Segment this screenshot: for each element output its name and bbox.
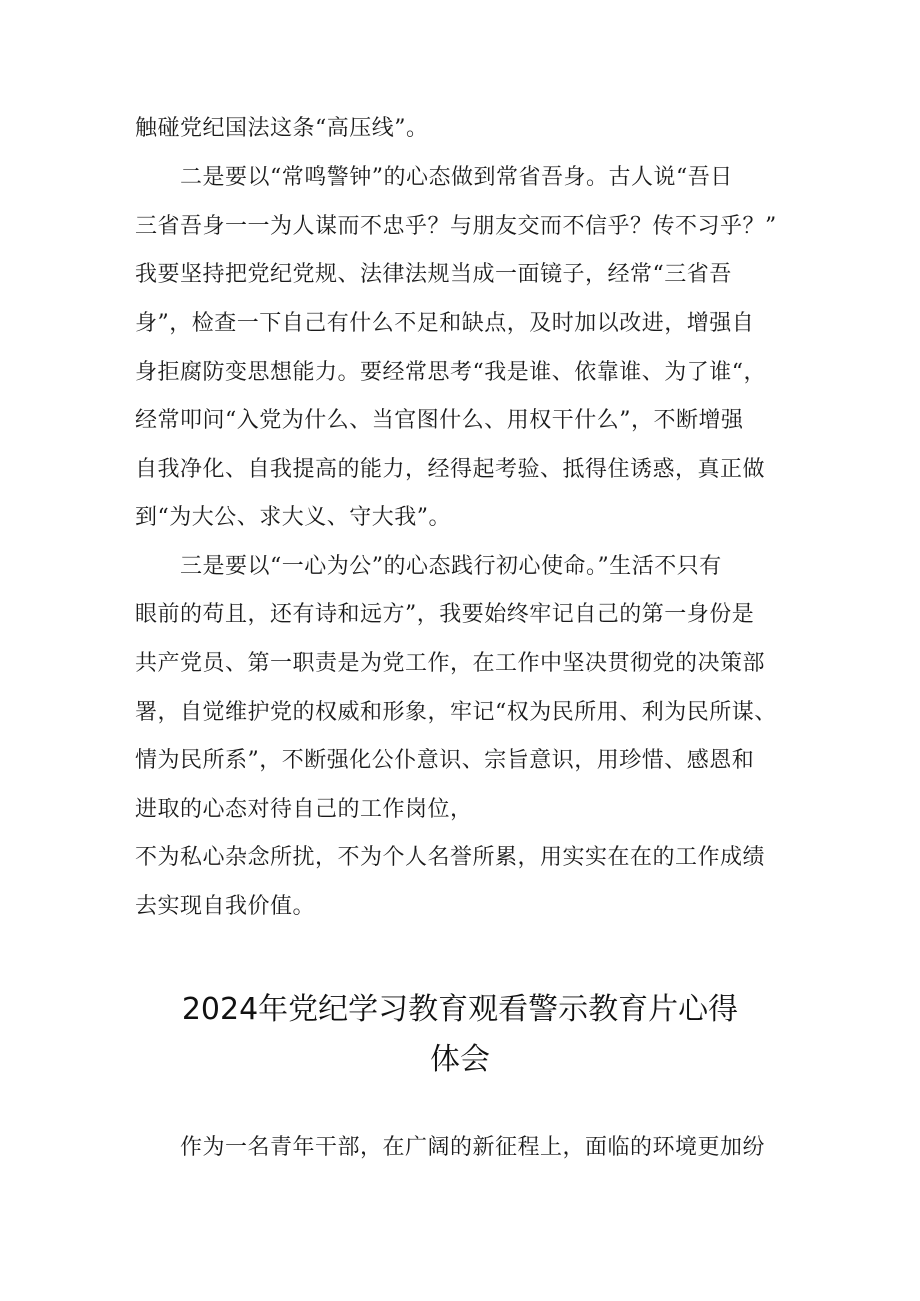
paragraph-2-line-3: 我要坚持把党纪党规、法律法规当成一面镜子，经常“三省吾	[135, 262, 732, 287]
paragraph-3-line-5: 情为民所系”，不断强化公仆意识、宗旨意识，用珍惜、感恩和	[135, 748, 755, 773]
paragraph-1-line-1: 触碰党纪国法这条“高压线”。	[135, 116, 429, 141]
heading-line-2: 体会	[430, 1042, 490, 1077]
paragraph-2-line-4: 身”，检查一下自己有什么不足和缺点，及时加以改进，增强自	[135, 311, 755, 336]
paragraph-3-line-2: 眼前的苟且，还有诗和远方”，我要始终牢记自己的第一身份是	[135, 602, 755, 627]
paragraph-2-line-7: 自我净化、自我提高的能力，经得起考验、抵得住诱惑，真正做	[135, 457, 766, 482]
paragraph-3-line-8: 去实现自我价值。	[135, 894, 316, 919]
paragraph-2-line-5: 身拒腐防变思想能力。要经常思考“我是谁、依靠谁、为了谁“，	[135, 360, 766, 385]
paragraph-4-line-1: 作为一名青年干部，在广阔的新征程上，面临的环境更加纷	[135, 1135, 766, 1160]
heading-line-1: 2024年党纪学习教育观看警示教育片心得	[181, 992, 739, 1027]
paragraph-2-line-6: 经常叩问“入党为什么、当官图什么、用权干什么”，不断增强	[135, 408, 744, 433]
paragraph-2-line-1: 二是要以“常鸣警钟”的心态做到常省吾身。古人说“吾日	[135, 165, 733, 190]
paragraph-2-line-8: 到“为大公、求大义、守大我”。	[135, 505, 451, 530]
paragraph-2-line-2: 三省吾身一一为人谋而不忠乎？与朋友交而不信乎？传不习乎？”	[135, 214, 777, 239]
paragraph-3-line-4: 署，自觉维护党的权威和形象，牢记“权为民所用、利为民所谋、	[135, 700, 777, 725]
paragraph-3-line-1: 三是要以“一心为公”的心态践行初心使命。”生活不只有	[135, 554, 722, 579]
paragraph-3-line-6: 进取的心态对待自己的工作岗位，	[135, 797, 473, 822]
paragraph-3-line-3: 共产党员、第一职责是为党工作，在工作中坚决贯彻党的决策部	[135, 651, 766, 676]
paragraph-3-line-7: 不为私心杂念所扰，不为个人名誉所累，用实实在在的工作成绩	[135, 845, 766, 870]
